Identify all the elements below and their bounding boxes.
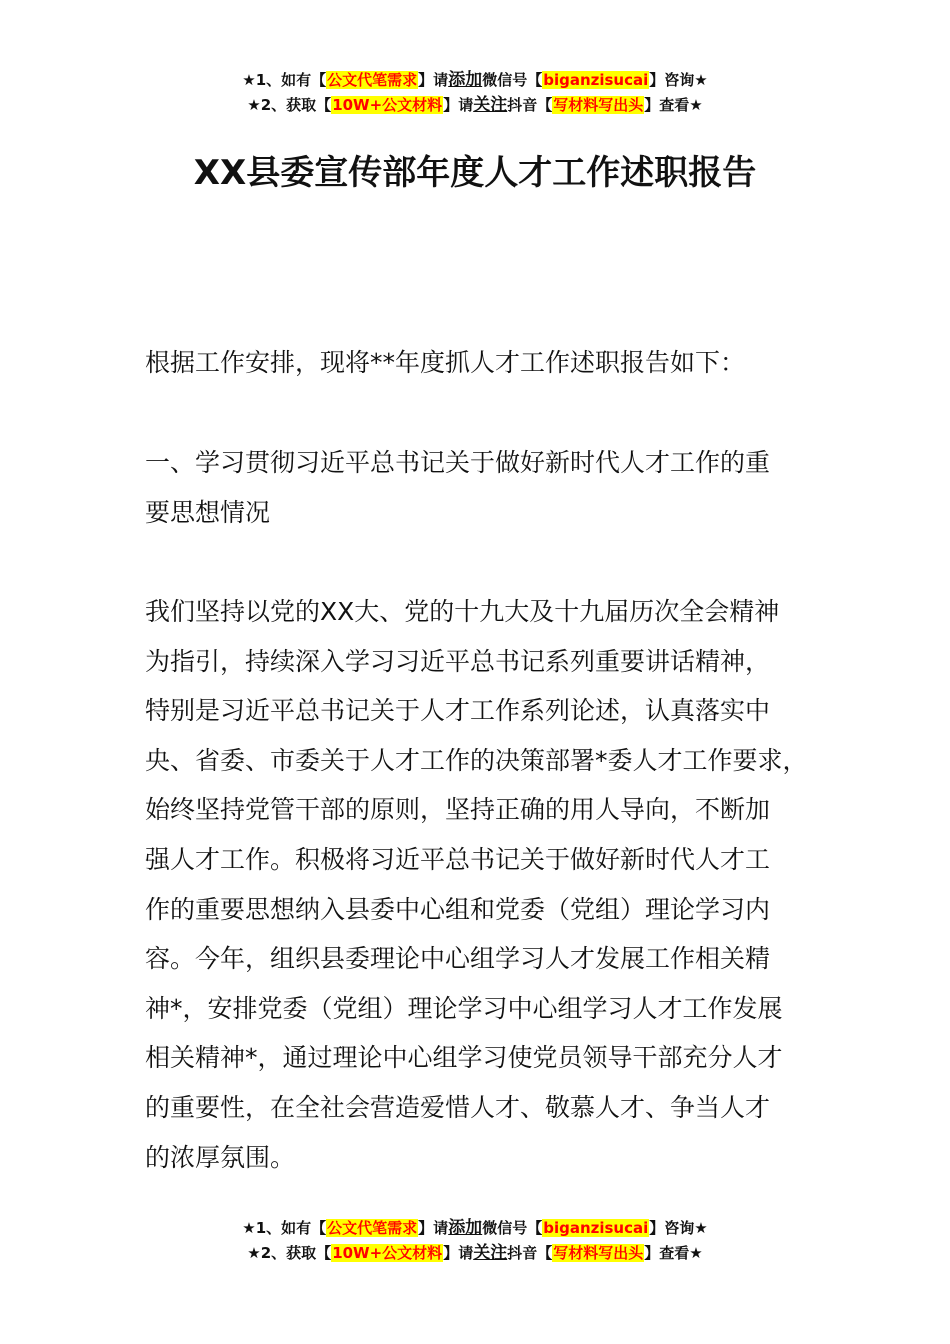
banner-highlight: 写材料写出头 bbox=[553, 96, 644, 114]
banner-text: 】咨询★ bbox=[649, 71, 708, 89]
banner-highlight: biganzisucai bbox=[543, 71, 649, 89]
text-line: 央、省委、市委关于人才工作的决策部署*委人才工作要求， bbox=[145, 745, 808, 775]
banner-text: 微信号【 bbox=[482, 1219, 543, 1237]
banner-emphasis: 添加 bbox=[448, 70, 483, 90]
banner-line-2 bbox=[0, 93, 950, 118]
banner-text: 】请 bbox=[418, 71, 449, 89]
text-line: 神*，安排党委（党组）理论学习中心组学习人才工作发展 bbox=[145, 993, 783, 1023]
banner-text: 微信号【 bbox=[482, 71, 543, 89]
banner-text: ★1、如有【 bbox=[242, 71, 327, 89]
text-line: 一、学习贯彻习近平总书记关于做好新时代人才工作的重 bbox=[145, 448, 771, 477]
text-line: 的浓厚氛围。 bbox=[145, 1142, 296, 1172]
text-line: 我们坚持以党的XX大、党的十九大及十九届历次全会精神 bbox=[145, 597, 780, 626]
banner-text: 抖音【 bbox=[507, 96, 553, 114]
text-line: 容。今年，组织县委理论中心组学习人才发展工作相关精 bbox=[145, 944, 771, 974]
text-line: 始终坚持党管干部的原则，坚持正确的用人导向，不断加 bbox=[145, 795, 771, 825]
section-heading bbox=[145, 438, 835, 537]
banner-emphasis: 添加 bbox=[448, 1218, 483, 1238]
banner-text: 】查看★ bbox=[644, 96, 703, 114]
text-line: 作的重要思想纳入县委中心组和党委（党组）理论学习内 bbox=[145, 894, 771, 924]
banner-text: ★2、获取【 bbox=[247, 1244, 332, 1262]
banner-text: 】请 bbox=[443, 96, 474, 114]
header-banner bbox=[0, 68, 950, 118]
banner-line-2 bbox=[0, 1241, 950, 1266]
footer-banner bbox=[0, 1216, 950, 1266]
banner-highlight: biganzisucai bbox=[543, 1219, 649, 1237]
text-line: 特别是习近平总书记关于人才工作系列论述，认真落实中 bbox=[145, 696, 771, 726]
banner-text: 】请 bbox=[443, 1244, 474, 1262]
banner-line-1 bbox=[0, 68, 950, 93]
text-line: 要思想情况 bbox=[145, 497, 271, 527]
banner-text: 】查看★ bbox=[644, 1244, 703, 1262]
banner-text: 】请 bbox=[418, 1219, 449, 1237]
banner-text: ★2、获取【 bbox=[247, 96, 332, 114]
banner-highlight: 10W+公文材料 bbox=[332, 96, 443, 114]
banner-highlight: 写材料写出头 bbox=[553, 1244, 644, 1262]
banner-emphasis: 关注 bbox=[473, 95, 508, 115]
banner-text: 】咨询★ bbox=[649, 1219, 708, 1237]
text-line: 根据工作安排，现将**年度抓人才工作述职报告如下： bbox=[145, 348, 746, 377]
banner-text: ★1、如有【 bbox=[242, 1219, 327, 1237]
banner-line-1 bbox=[0, 1216, 950, 1241]
text-line: 强人才工作。积极将习近平总书记关于做好新时代人才工 bbox=[145, 844, 771, 874]
intro-paragraph bbox=[145, 338, 835, 388]
body-paragraph bbox=[145, 587, 835, 1182]
text-line: 相关精神*，通过理论中心组学习使党员领导干部充分人才 bbox=[145, 1043, 783, 1073]
banner-highlight: 公文代笔需求 bbox=[327, 1219, 418, 1237]
banner-emphasis: 关注 bbox=[473, 1243, 508, 1263]
text-line: 为指引，持续深入学习习近平总书记系列重要讲话精神， bbox=[145, 646, 771, 676]
banner-highlight: 公文代笔需求 bbox=[327, 71, 418, 89]
banner-text: 抖音【 bbox=[507, 1244, 553, 1262]
text-line: 的重要性，在全社会营造爱惜人才、敬慕人才、争当人才 bbox=[145, 1092, 771, 1122]
banner-highlight: 10W+公文材料 bbox=[332, 1244, 443, 1262]
document-title: XX县委宣传部年度人才工作述职报告 bbox=[193, 153, 757, 193]
